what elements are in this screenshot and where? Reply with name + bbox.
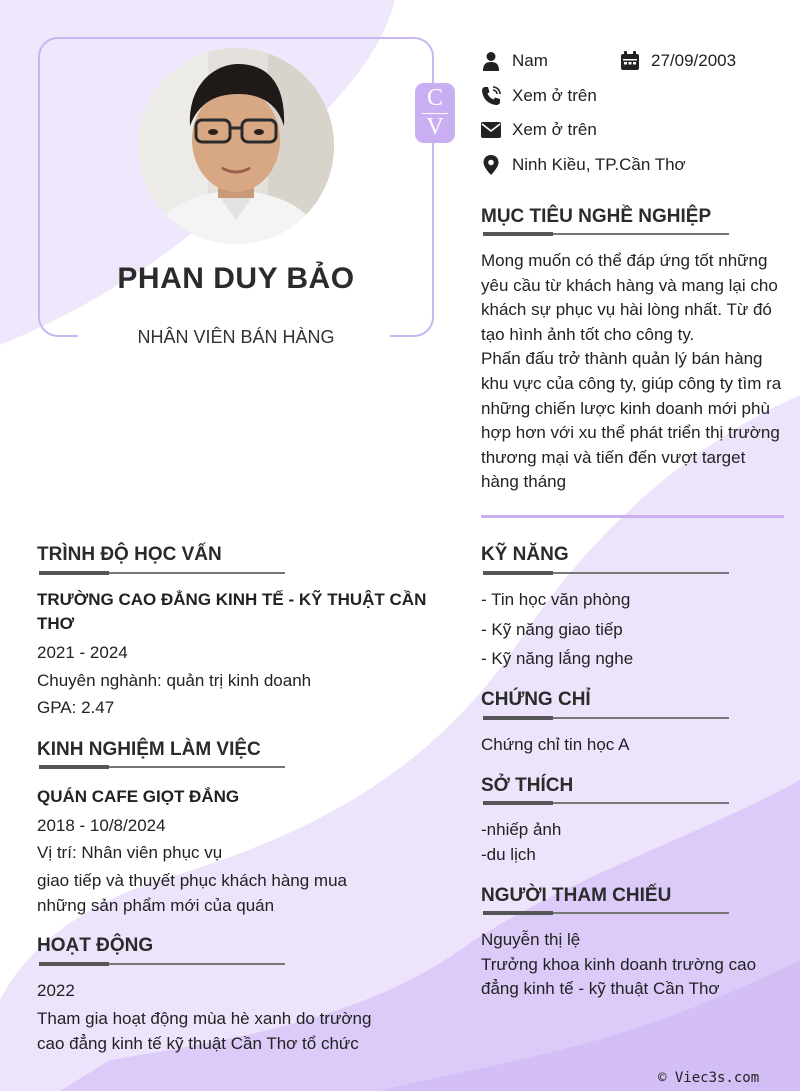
objective-line: khách sự phục vụ hài lòng nhất. Từ đó — [481, 300, 772, 320]
experience-desc: giao tiếp và thuyết phục khách hàng mua — [37, 871, 347, 890]
objective-line: Mong muốn có thể đáp ứng tốt những — [481, 251, 768, 270]
objective-line: những chiến lược kinh doanh mới phù — [481, 398, 770, 418]
objective-line: khu vực của công ty, giúp công ty tìm ra — [481, 373, 782, 393]
education-heading: TRÌNH ĐỘ HỌC VẤN — [37, 544, 222, 565]
objective-line: Phấn đấu trở thành quản lý bán hàng — [481, 349, 763, 369]
education-school-cont: THƠ — [37, 614, 75, 633]
experience-desc-cont: những sản phẩm mới của quán — [37, 896, 275, 915]
avatar — [138, 48, 334, 244]
education-school: TRƯỜNG CAO ĐẲNG KINH TẾ - KỸ THUẬT CẦN — [37, 590, 427, 609]
profile-role: NHÂN VIÊN BÁN HÀNG — [137, 327, 335, 347]
hobbies-heading: SỞ THÍCH — [481, 775, 574, 796]
certificate-item: Chứng chỉ tin học A — [481, 735, 630, 754]
contact-email-value: Xem ở trên — [512, 120, 597, 139]
skill-item: - Kỹ năng lắng nghe — [481, 649, 634, 668]
objective-heading: MỤC TIÊU NGHỀ NGHIỆP — [481, 206, 712, 227]
education-period: 2021 - 2024 — [37, 643, 128, 662]
skill-item: - Kỹ năng giao tiếp — [481, 620, 623, 639]
cv-badge — [415, 83, 455, 143]
contact-email — [481, 118, 597, 142]
certificates-underline — [483, 717, 729, 719]
contact-phone-value: Xem ở trên — [512, 86, 597, 105]
contact-birthday — [620, 49, 736, 73]
calendar-icon — [620, 51, 640, 71]
contact-birthday-value: 27/09/2003 — [651, 51, 737, 70]
certificates-heading: CHỨNG CHỈ — [481, 689, 591, 710]
section-divider — [481, 515, 784, 518]
phone-icon — [481, 86, 501, 106]
objective-line: hợp hơn với xu thể phát triển thị trường — [481, 423, 780, 443]
contact-phone — [481, 84, 597, 108]
education-major: Chuyên nghành: quản trị kinh doanh — [37, 671, 312, 690]
contact-address-value: Ninh Kiều, TP.Cần Thơ — [512, 155, 686, 174]
education-gpa: GPA: 2.47 — [37, 698, 115, 717]
skills-heading: KỸ NĂNG — [481, 544, 569, 565]
reference-title: Trưởng khoa kinh doanh trường cao — [481, 955, 757, 974]
hobbies-underline — [483, 802, 729, 804]
skills-underline — [483, 572, 729, 574]
activities-heading: HOẠT ĐỘNG — [37, 935, 154, 956]
experience-position: Vị trí: Nhân viên phục vụ — [37, 843, 223, 862]
references-heading: NGƯỜI THAM CHIẾU — [481, 885, 672, 906]
experience-company: QUÁN CAFE GIỌT ĐẮNG — [37, 787, 240, 806]
activities-desc-cont: cao đẳng kinh tế kỹ thuật Cần Thơ tổ chức — [37, 1034, 359, 1053]
experience-underline — [39, 766, 285, 768]
hobby-item: -du lịch — [481, 845, 536, 864]
experience-heading: KINH NGHIỆM LÀM VIỆC — [37, 739, 261, 760]
objective-line: tạo hình ảnh tốt cho công ty. — [481, 324, 695, 344]
objective-text — [481, 249, 791, 495]
objective-line: yêu cầu từ khách hàng và mang lại cho — [481, 275, 778, 295]
objective-underline — [483, 233, 729, 235]
location-pin-icon — [481, 155, 501, 175]
user-icon — [481, 51, 501, 71]
skill-item: - Tin học văn phòng — [481, 590, 631, 609]
education-underline — [39, 572, 285, 574]
contact-gender-value: Nam — [512, 51, 548, 70]
references-underline — [483, 912, 729, 914]
reference-title-cont: đẳng kinh tế - kỹ thuật Cần Thơ — [481, 979, 720, 998]
objective-line: hàng tháng — [481, 472, 567, 492]
envelope-icon — [481, 120, 501, 140]
profile-name: PHAN DUY BẢO — [117, 262, 355, 295]
experience-period: 2018 - 10/8/2024 — [37, 816, 166, 835]
activities-underline — [39, 963, 285, 965]
hobby-item: -nhiếp ảnh — [481, 820, 562, 839]
cv-badge-v: V — [426, 114, 444, 140]
reference-name: Nguyễn thị lệ — [481, 930, 581, 949]
objective-line: thương mại và tiến đến vượt target — [481, 447, 746, 467]
watermark: © Viec3s.com — [658, 1070, 760, 1086]
cv-badge-c: C — [426, 85, 443, 111]
contact-gender — [481, 49, 548, 73]
contact-address — [481, 153, 686, 177]
activities-year: 2022 — [37, 981, 75, 1000]
activities-desc: Tham gia hoạt động mùa hè xanh do trường — [37, 1009, 372, 1028]
